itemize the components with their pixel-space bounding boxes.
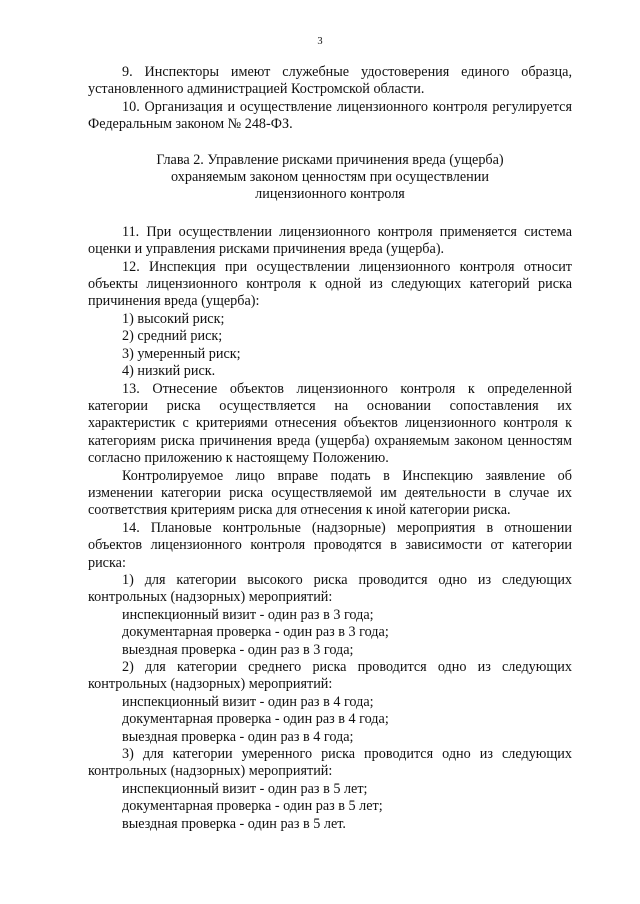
chapter-title-line: лицензионного контроля <box>255 186 405 203</box>
medium-risk-lead: 2) для категории среднего риска проводится одно из следующих контрольных (надзорных) мероприятий: <box>88 659 572 693</box>
paragraph-10: 10. Организация и осуществление лицензионного контроля регулируется Федеральным законом № 248-ФЗ. <box>88 98 572 133</box>
risk-category-item: 1) высокий риск; <box>122 310 225 327</box>
paragraph-11: 11. При осуществлении лицензионного контроля применяется система оценки и управления рисками причинения вреда (ущерба). <box>88 223 572 258</box>
chapter-title-line: охраняемым законом ценностям при осуществлении <box>171 169 489 186</box>
risk-category-item: 4) низкий риск. <box>122 363 216 380</box>
high-risk-measure: документарная проверка - один раз в 3 года; <box>122 624 389 641</box>
risk-category-item: 3) умеренный риск; <box>122 345 241 362</box>
risk-category-item: 2) средний риск; <box>122 328 223 345</box>
paragraph-13: 13. Отнесение объектов лицензионного контроля к определенной категории риска осуществляется на основании сопоставления их характеристик с критериями отнесения объектов лицензионного контроля к категориям риска причинения вреда (ущерба) охраняемым законом ценностям согласно приложению к настоящему Положению. <box>88 380 572 467</box>
paragraph-9: 9. Инспекторы имеют служебные удостоверения единого образца, установленного администрацией Костромской области. <box>88 64 572 98</box>
chapter-title <box>88 152 572 204</box>
paragraph-14: 14. Плановые контрольные (надзорные) мероприятия в отношении объектов лицензионного контроля проводятся в зависимости от категории риска: <box>88 519 572 571</box>
high-risk-measure: выездная проверка - один раз в 3 года; <box>122 641 354 658</box>
moderate-risk-lead: 3) для категории умеренного риска проводится одно из следующих контрольных (надзорных) мероприятий: <box>88 746 572 780</box>
moderate-risk-measure: документарная проверка - один раз в 5 лет; <box>122 798 383 815</box>
paragraph-13-note: Контролируемое лицо вправе подать в Инспекцию заявление об изменении категории риска осуществляемой им деятельности в случае их соответствия критериям риска для отнесения к иной категории риска. <box>88 467 572 519</box>
medium-risk-measure: документарная проверка - один раз в 4 года; <box>122 711 389 728</box>
chapter-title-line: Глава 2. Управление рисками причинения вреда (ущерба) <box>156 151 504 168</box>
moderate-risk-measure: выездная проверка - один раз в 5 лет. <box>122 815 346 832</box>
document-body <box>88 64 572 833</box>
high-risk-lead: 1) для категории высокого риска проводится одно из следующих контрольных (надзорных) мероприятий: <box>88 571 572 606</box>
paragraph-12: 12. Инспекция при осуществлении лицензионного контроля относит объекты лицензионного контроля к одной из следующих категорий риска причинения вреда (ущерба): <box>88 258 572 310</box>
high-risk-measure: инспекционный визит - один раз в 3 года; <box>122 606 374 623</box>
medium-risk-measure: инспекционный визит - один раз в 4 года; <box>122 693 374 710</box>
moderate-risk-measure: инспекционный визит - один раз в 5 лет; <box>122 780 368 797</box>
medium-risk-measure: выездная проверка - один раз в 4 года; <box>122 728 354 745</box>
page-number: 3 <box>317 36 323 47</box>
